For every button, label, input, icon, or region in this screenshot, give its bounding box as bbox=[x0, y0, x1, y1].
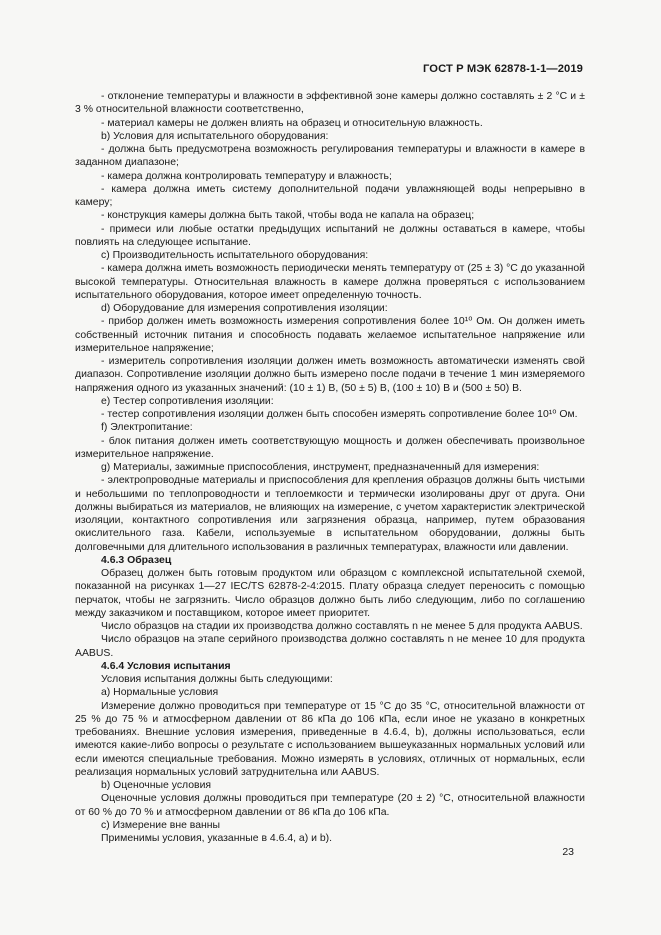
paragraph: - прибор должен иметь возможность измерения сопротивления более 10¹⁰ Ом. Он должен иметь собственный источник питания и способность подавать желаемое испытательное напряжение или измерительное напряжение; bbox=[75, 316, 585, 354]
paragraph: Условия испытания должны быть следующими: bbox=[101, 674, 333, 685]
paragraph: - камера должна контролировать температуру и влажность; bbox=[101, 170, 392, 182]
section-heading: 4.6.4 Условия испытания bbox=[101, 660, 231, 672]
paragraph: - электропроводные материалы и приспособления для крепления образцов должны быть чистыми и небольшими по теплопроводности и теплоемкости и термически изолированы друг от друга. Они должны выбираться из материалов, не влияющих на измерение, с учетом характеристик электрической изоляции, контактного сопротивления или загрязнения образца, например, путем образования окислительного газа. Кабели, используемые в испытательном оборудовании, должны быть долговечными для длительного использования в различных температурах, влажности или давлении. bbox=[75, 475, 585, 553]
paragraph: Число образцов на стадии их производства должно составлять n не менее 5 для продукта AABUS. bbox=[101, 621, 583, 632]
paragraph: Образец должен быть готовым продуктом или образцом с комплексной испытательной схемой, показанной на рисунках 1—27 IEC/TS 62878-2-4:2015. Плату образца следует переносить с помощью перчаток, чтобы не загрязнить. Число образцов должно быть либо следующим, либо по соглашению между заказчиком и поставщиком, которое имеет приоритет. bbox=[75, 568, 585, 619]
paragraph: c) Производительность испытательного оборудования: bbox=[101, 250, 369, 261]
paragraph: b) Условия для испытательного оборудования: bbox=[101, 130, 329, 142]
paragraph: - тестер сопротивления изоляции должен быть способен измерять сопротивление более 10¹⁰ Ом. bbox=[101, 409, 578, 420]
paragraph: - материал камеры не должен влиять на образец и относительную влажность. bbox=[101, 117, 483, 129]
page-number: 23 bbox=[562, 846, 574, 858]
paragraph: Измерение должно проводиться при температуре от 15 °С до 35 °С, относительной влажности от 25 % до 75 % и атмосферном давлении от 86 кПа до 106 кПа, если иное не указано в конкретных требованиях. Внешние условия измерения, приведенные в 4.6.4, b), должны использоваться, если имеются какие-либо вопросы о результате с использованием вышеуказанных нормальных условий или если имеются специальные требования. Можно измерять в условиях, отличных от нормальных, если реализация нормальных условий затруднительна или AABUS. bbox=[75, 700, 585, 778]
paragraph: Оценочные условия должны проводиться при температуре (20 ± 2) °С, относительной влажности от 60 % до 70 % и атмосферном давлении от 86 кПа до 106 кПа. bbox=[75, 793, 585, 818]
document-header: ГОСТ Р МЭК 62878-1-1—2019 bbox=[422, 63, 583, 75]
paragraph: - примеси или любые остатки предыдущих испытаний не должны оставаться в камере, чтобы повлиять на следующее испытание. bbox=[75, 223, 585, 248]
paragraph: Число образцов на этапе серийного производства должно составлять n не менее 10 для продукта AABUS. bbox=[75, 634, 585, 659]
paragraph: - блок питания должен иметь соответствующую мощность и должен обеспечивать произвольное измерительное напряжение. bbox=[75, 435, 585, 460]
paragraph: - отклонение температуры и влажности в эффективной зоне камеры должно составлять ± 2 °С и ± 3 % относительной влажности соответственно, bbox=[75, 91, 585, 116]
paragraph: f) Электропитание: bbox=[101, 422, 193, 434]
paragraph: g) Материалы, зажимные приспособления, инструмент, предназначенный для измерения: bbox=[101, 462, 540, 473]
paragraph: d) Оборудование для измерения сопротивления изоляции: bbox=[101, 303, 388, 314]
document-body bbox=[75, 90, 585, 845]
paragraph: - конструкция камеры должна быть такой, чтобы вода не капала на образец; bbox=[101, 210, 475, 222]
paragraph: c) Измерение вне ванны bbox=[101, 819, 221, 831]
section-heading: 4.6.3 Образец bbox=[101, 554, 172, 566]
paragraph: - камера должна иметь систему дополнительной подачи увлажняющей воды непрерывно в камеру; bbox=[75, 183, 585, 208]
paragraph: - должна быть предусмотрена возможность регулирования температуры и влажности в камере в заданном диапазоне; bbox=[75, 144, 585, 169]
paragraph: b) Оценочные условия bbox=[101, 780, 212, 791]
paragraph: - измеритель сопротивления изоляции должен иметь возможность автоматически изменять свой диапазон. Сопротивление изоляции должно быть измерено после подачи в течение 1 мин измеряемого напряжения одного из указанных значений: (10 ± 1) В, (50 ± 5) В, (100 ± 10) В и (500 ± 50) В. bbox=[75, 356, 585, 394]
paragraph: а) Нормальные условия bbox=[101, 687, 219, 699]
paragraph: Применимы условия, указанные в 4.6.4, а) и b). bbox=[101, 833, 333, 844]
paragraph: - камера должна иметь возможность периодически менять температуру от (25 ± 3) °С до указанной высокой температуры. Относительная влажность в камере должна проверяться с использованием испытательного оборудования, которое имеет определенную точность. bbox=[75, 263, 585, 301]
paragraph: e) Тестер сопротивления изоляции: bbox=[101, 395, 274, 407]
